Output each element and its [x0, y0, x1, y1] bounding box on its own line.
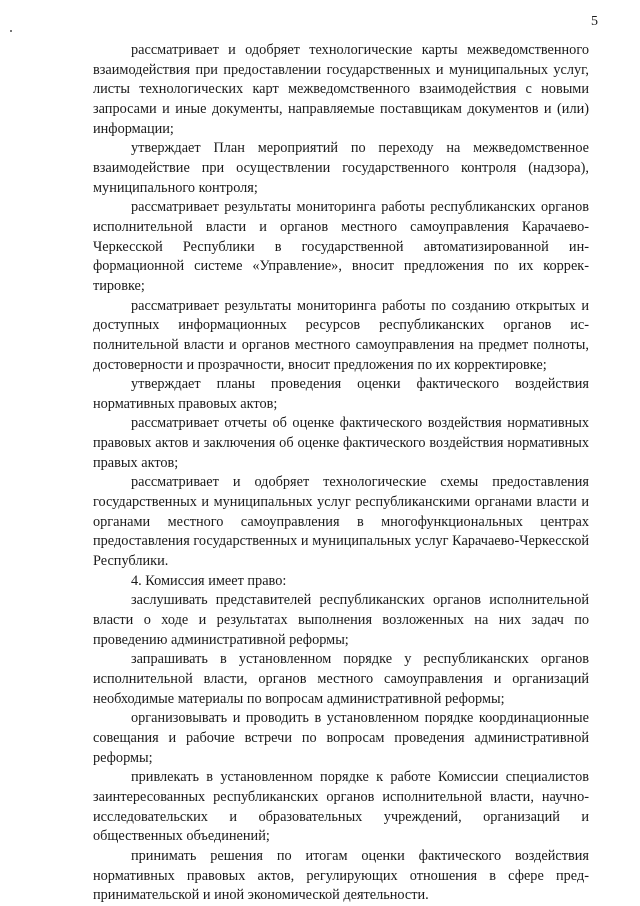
paragraph-organize-meetings: организовывать и проводить в установленном порядке координационные совещания и рабочие встречи по вопросам проведения административной реформы;	[93, 710, 589, 766]
section-heading-commission-rights: 4. Комиссия имеет право:	[131, 572, 287, 589]
paragraph-tech-schemes: рассматривает и одобряет технологические схемы предоставления государственных и муниципальных услуг республиканскими органами власти и органами местного самоуправления в многофункциональных центрах предоставления государственных и муниципальных услуг Карачаево-Черкесской Республики.	[93, 474, 589, 570]
paragraph-monitoring-info-resources: рассматривает результаты мониторинга работы по созданию открытых и доступных информационных ресурсов республиканских органов исполнительной власти и органов местного самоуправления на предмет полноты, достоверности и прозрачности, вносит предложения по их корректировке;	[93, 297, 589, 373]
paragraph-involve-specialists: привлекать в установленном порядке к работе Комиссии специалистов заинтересованных республиканских органов исполнительной власти, научно-исследовательских и образовательных учреждений, организаций и общественных объединений;	[93, 769, 589, 845]
paragraph-make-decisions: принимать решения по итогам оценки фактического воздействия нормативных правовых актов, регулирующих отношения в сфере предпринимательской и иной экономической деятельности.	[93, 847, 589, 904]
paragraph-impact-assessment-plans: утверждает планы проведения оценки фактического воздействия нормативных правовых актов;	[93, 376, 589, 412]
paragraph-interagency-plan: утверждает План мероприятий по переходу на межведомственное взаимодействие при осуществлении государственного контроля (надзора), муниципального контроля;	[93, 140, 589, 196]
paragraph-monitoring-upravlenie: рассматривает результаты мониторинга работы республиканских органов исполнительной власти и органов местного самоуправления Карачаево-Черкесской Республики в государственной автоматизированной информационной системе «Управление», вносит предложения по их корректировке;	[93, 199, 589, 294]
scan-speck	[10, 30, 12, 32]
document-body	[93, 41, 589, 906]
paragraph-request-materials: запрашивать в установленном порядке у республиканских органов исполнительной власти, органов местного самоуправления и организаций необходимые материалы по вопросам административной реформы;	[93, 651, 589, 707]
page-number: 5	[591, 14, 598, 29]
paragraph-hear-representatives: заслушивать представителей республиканских органов исполнительной власти о ходе и результатах выполнения возложенных на них задач по проведению административной реформы;	[93, 592, 589, 648]
paragraph-impact-assessment-reports: рассматривает отчеты об оценке фактического воздействия нормативных правовых актов и заключения об оценке фактического воздействия нормативных правых актов;	[93, 415, 589, 471]
paragraph-tech-maps: рассматривает и одобряет технологические карты межведомственного взаимодействия при предоставлении государственных и муниципальных услуг, листы технологических карт межведомственного взаимодействия с новыми запросами и иные документы, направляемые поставщикам документов и (или) информации;	[93, 42, 589, 137]
